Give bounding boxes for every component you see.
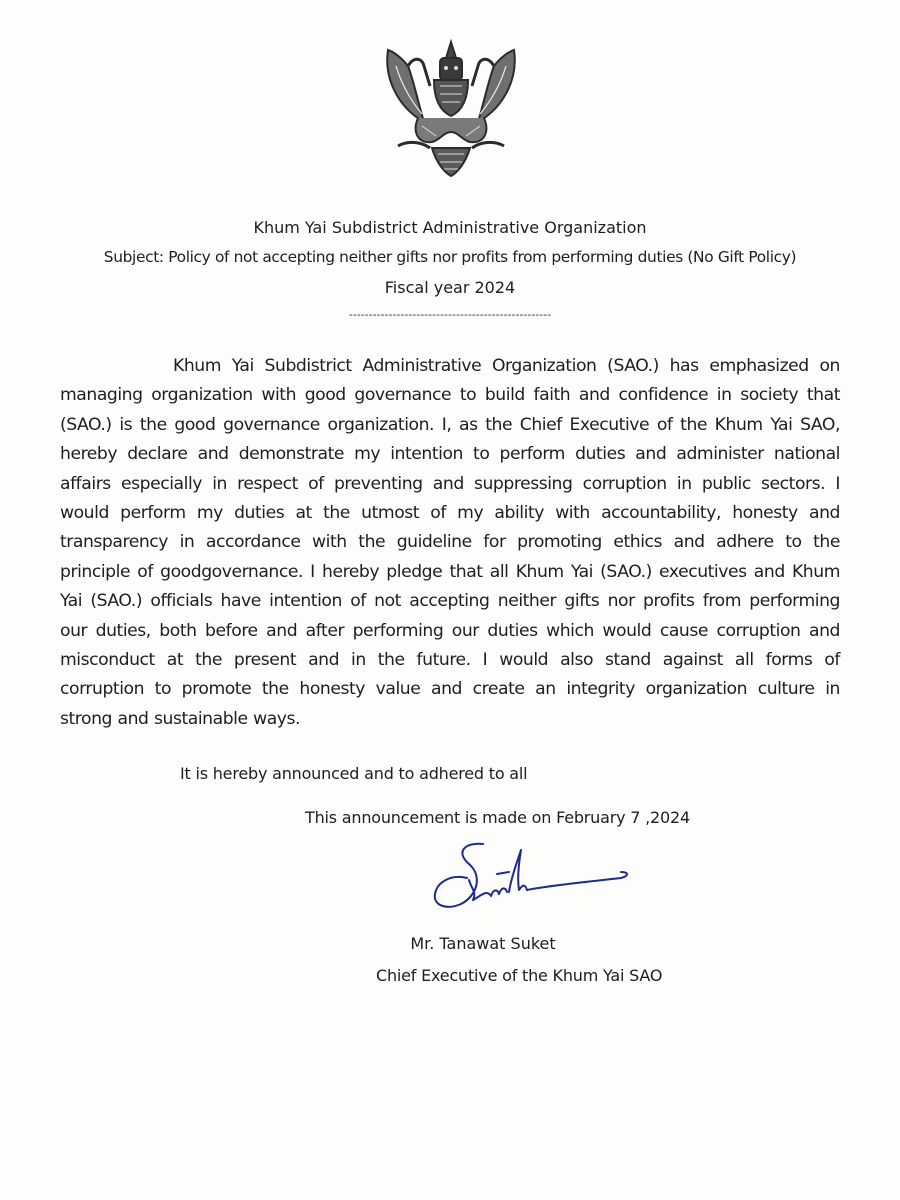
fiscal-year: Fiscal year 2024 (384, 278, 516, 297)
signatory-title: Chief Executive of the Khum Yai SAO (376, 966, 663, 985)
subject-line: Subject: Policy of not accepting neither gifts nor profits from performing duties (No Gift Policy) (103, 248, 797, 266)
body-line: principle of goodgovernance. I hereby pledge that all Khum Yai (SAO.) executives and Khum (60, 561, 840, 582)
body-line: corruption to promote the honesty value and create an integrity organization culture in (60, 679, 840, 700)
body-line: our duties, both before and after performing our duties which would cause corruption and (60, 620, 840, 641)
announcement-date: This announcement is made on February 7 ,2024 (305, 808, 690, 827)
body-line: Khum Yai Subdistrict Administrative Organization (SAO.) has emphasized on (173, 356, 840, 376)
body-line: (SAO.) is the good governance organization. I, as the Chief Executive of the Khum Yai SAO, (60, 414, 840, 435)
body-line: misconduct at the present and in the future. I would also stand against all forms of (60, 649, 840, 670)
body-line: strong and sustainable ways. (60, 708, 301, 729)
garuda-emblem-icon (378, 36, 524, 182)
body-line: transparency in accordance with the guideline for promoting ethics and adhere to the (60, 532, 840, 553)
body-line: managing organization with good governance to build faith and confidence in society that (60, 385, 840, 406)
body-line: affairs especially in respect of preventing and suppressing corruption in public sectors. I (60, 473, 840, 494)
divider: --------------------------------------------------- (348, 308, 552, 321)
organization-name: Khum Yai Subdistrict Administrative Organization (253, 218, 647, 237)
announcement-body (60, 352, 840, 734)
body-line: hereby declare and demonstrate my intention to perform duties and administer national (60, 444, 840, 465)
signatory-name: Mr. Tanawat Suket (410, 934, 556, 953)
body-line: Yai (SAO.) officials have intention of not accepting neither gifts nor profits from performing (60, 591, 840, 612)
closing-statement: It is hereby announced and to adhered to all (180, 764, 528, 783)
handwritten-signature-icon (425, 838, 640, 918)
body-line: would perform my duties at the utmost of my ability with accountability, honesty and (60, 502, 840, 523)
